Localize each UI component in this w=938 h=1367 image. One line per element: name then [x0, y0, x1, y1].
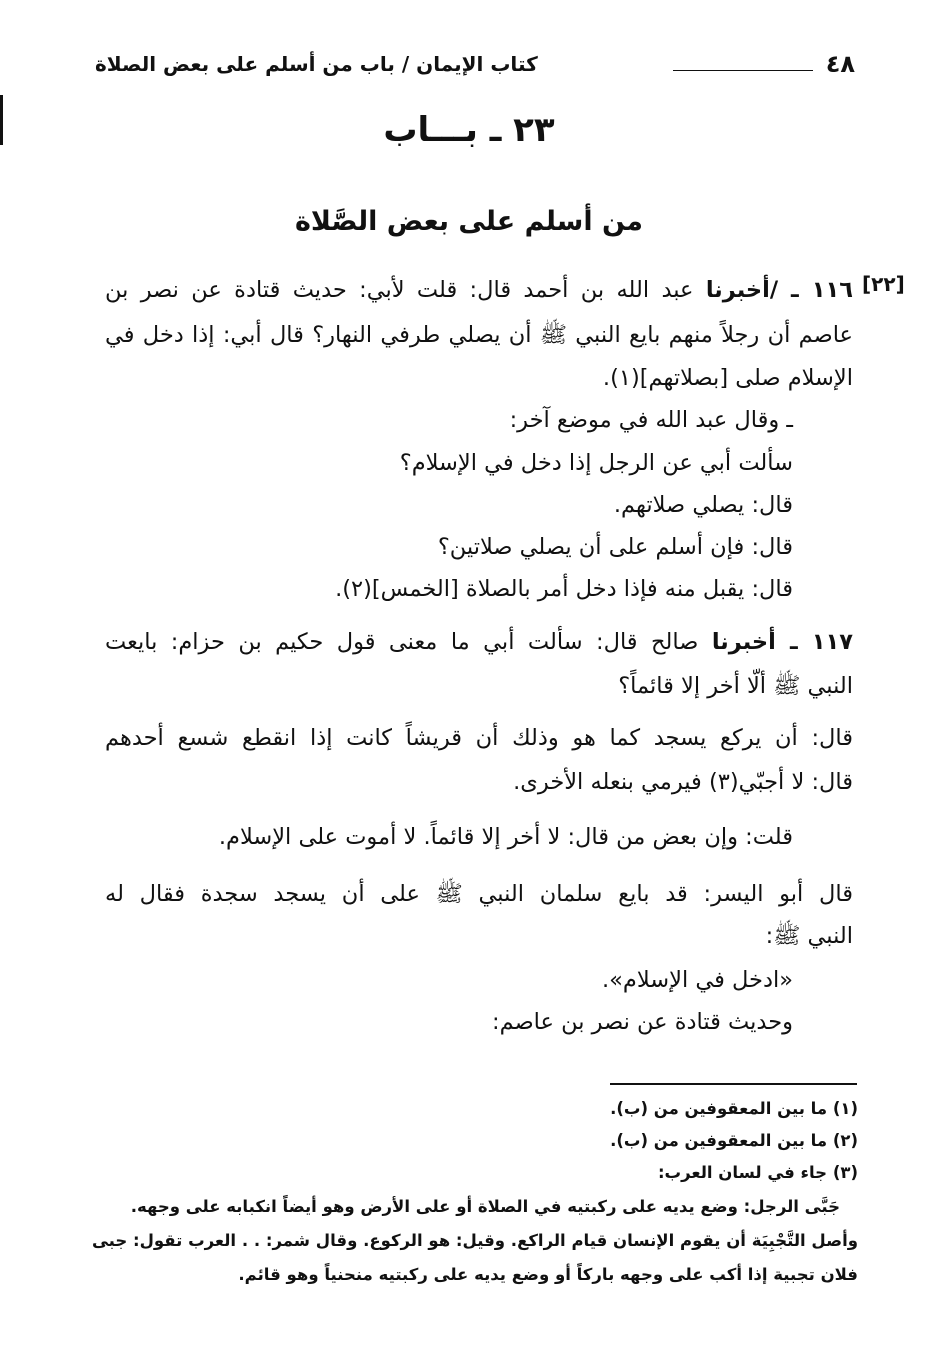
footnote-3-line-1: جَبَّى الرجل: وضع يديه على ركبتيه في الصلاة أو على الأرض وهو أيضاً انكبابه على وجهه.: [130, 1197, 840, 1216]
footnote-1: (١) ما بين المعقوفين من (ب).: [610, 1099, 858, 1118]
body-line-3: الإسلام صلى [بصلاتهم](١).: [602, 365, 853, 391]
body-line-7: قال: فإن أسلم على أن يصلي صلاتين؟: [437, 534, 793, 560]
body-line-9: [105, 622, 853, 662]
body-line-15: النبي ﷺ:: [765, 923, 853, 949]
footnote-3-line-2: وأصل التَّجْبِيَة أن يقوم الإنسان قيام الراكع. وقيل: هو الركوع. وقال شمر: . . العرب تقول: جبى: [91, 1231, 858, 1250]
body-line-10: النبي ﷺ ألّا أخر إلا قائماً؟: [618, 673, 853, 699]
body-line-16: «ادخل في الإسلام».: [601, 967, 793, 993]
body-line-12: قال: لا أجبّي(٣) فيرمي بنعله الأخرى.: [513, 769, 853, 795]
body-line-11: قال: أن يركع يسجد كما هو وذلك أن قريشاً كانت إذا انقطع شسع أحدهم: [105, 725, 853, 751]
body-line-17: وحديث قتادة عن نصر بن عاصم:: [492, 1009, 793, 1035]
body-line-2: عاصم أن رجلاً منهم بايع النبي ﷺ أن يصلي طرفي النهار؟ قال أبي: إذا دخل في: [105, 322, 853, 348]
body-line-9-text: صالح قال: سألت أبي ما معنى قول حكيم بن حزام: بايعت: [105, 629, 712, 655]
body-line-14: قال أبو اليسر: قد بايع سلمان النبي ﷺ على أن يسجد سجدة فقال له: [105, 881, 853, 907]
footnote-3: (٣) جاء في لسان العرب:: [657, 1163, 858, 1182]
header-rule: [673, 70, 813, 71]
footnote-2: (٢) ما بين المعقوفين من (ب).: [610, 1131, 858, 1150]
body-line-13: قلت: وإن بعض من قال: لا أخر إلا قائماً. لا أموت على الإسلام.: [218, 824, 793, 850]
body-line-6: قال: يصلي صلاتهم.: [613, 492, 793, 518]
footnote-separator: [610, 1083, 857, 1085]
page-number: ٤٨: [825, 50, 855, 78]
chapter-heading: ٢٣ ـ بـــاب: [383, 110, 555, 150]
body-line-5: سألت أبي عن الرجل إذا دخل في الإسلام؟: [399, 450, 793, 476]
hadith-117-lead: ١١٧ ـ أخبرنا: [711, 629, 853, 655]
side-reference-number: [٢٢]: [862, 272, 905, 296]
running-title: كتاب الإيمان / باب من أسلم على بعض الصلاة: [95, 52, 538, 76]
hadith-116-lead: ١١٦ ـ /أخبرنا: [705, 277, 853, 303]
body-line-1: [105, 270, 853, 310]
body-line-8: قال: يقبل منه فإذا دخل أمر بالصلاة [الخمس](٢).: [335, 576, 793, 602]
footnote-3-line-3: فلان تجبية إذا أكب على وجهه باركاً أو وضع يديه على ركبتيه منحنياً وهو قائم.: [238, 1265, 858, 1284]
running-header: [95, 50, 855, 84]
body-line-1-text: عبد الله بن أحمد قال: قلت لأبي: حديث قتادة عن نصر بن: [105, 277, 706, 303]
body-line-4: ـ وقال عبد الله في موضع آخر:: [509, 407, 793, 433]
chapter-title: من أسلم على بعض الصَّلاة: [294, 206, 644, 237]
